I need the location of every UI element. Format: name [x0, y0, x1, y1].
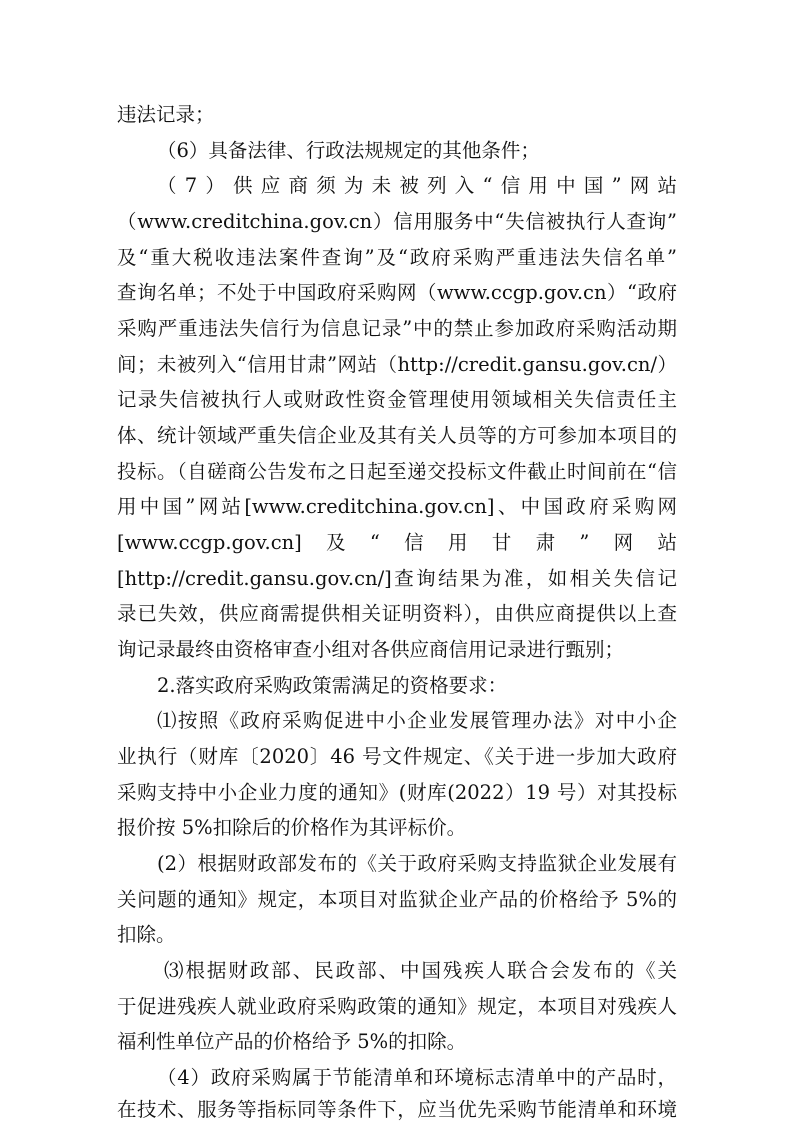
text-line: ⑴按照《政府采购促进中小企业发展管理办法》对中小企 — [157, 709, 677, 732]
text-line: 间；未被列入“信用甘肃”网站（http://credit.gansu.gov.cn/） — [117, 353, 677, 376]
text-line: （6）具备法律、行政法规规定的其他条件； — [157, 139, 540, 162]
text-line: 及“重大税收违法案件查询”及“政府采购严重违法失信名单” — [117, 246, 677, 269]
text-line: 体、统计领域严重失信企业及其有关人员等的方可参加本项目的 — [117, 424, 677, 447]
text-line: （4）政府采购属于节能清单和环境标志清单中的产品时， — [157, 1066, 677, 1089]
text-line: 用中国”网站[www.creditchina.gov.cn]、中国政府采购网 — [117, 495, 677, 518]
text-line: 查询名单；不处于中国政府采购网（www.ccgp.gov.cn）“政府 — [117, 281, 677, 304]
text-line: 福利性单位产品的价格给予 5%的扣除。 — [117, 1030, 467, 1053]
text-line: 关问题的通知》规定，本项目对监狱企业产品的价格给予 5%的 — [117, 888, 677, 911]
section-heading: 2.落实政府采购政策需满足的资格要求： — [157, 674, 508, 697]
text-line: [www.ccgp.gov.cn] 及 “ 信 用 甘 肃 ” 网 站 — [117, 531, 677, 554]
text-line: 记录失信被执行人或财政性资金管理使用领域相关失信责任主 — [117, 388, 677, 411]
text-line: 采购严重违法失信行为信息记录”中的禁止参加政府采购活动期 — [117, 317, 677, 340]
text-line: 在技术、服务等指标同等条件下，应当优先采购节能清单和环境 — [117, 1098, 677, 1121]
text-line: （7）供应商须为未被列入“信用中国”网站 — [157, 174, 677, 197]
text-line: 于促进残疾人就业政府采购政策的通知》规定，本项目对残疾人 — [117, 995, 677, 1018]
text-line: 报价按 5%扣除后的价格作为其评标价。 — [117, 816, 467, 839]
text-line: [http://credit.gansu.gov.cn/]查询结果为准，如相关失信记 — [117, 567, 677, 590]
text-line: 扣除。 — [117, 923, 176, 946]
text-line: ⑶根据财政部、民政部、中国残疾人联合会发布的《关 — [164, 959, 677, 982]
text-line: 询记录最终由资格审查小组对各供应商信用记录进行甄别； — [117, 638, 625, 661]
text-line: 业执行（财库〔2020〕46 号文件规定、《关于进一步加大政府 — [117, 745, 677, 768]
text-line: 违法记录； — [117, 103, 215, 126]
text-line: 采购支持中小企业力度的通知》(财库(2022）19 号）对其投标 — [117, 781, 677, 804]
text-line: （www.creditchina.gov.cn）信用服务中“失信被执行人查询” — [117, 210, 677, 233]
text-line: 投标。（自磋商公告发布之日起至递交投标文件截止时间前在“信 — [117, 460, 677, 483]
text-line: (2）根据财政部发布的《关于政府采购支持监狱企业发展有 — [157, 852, 677, 875]
text-line: 录已失效，供应商需提供相关证明资料），由供应商提供以上查 — [117, 602, 677, 625]
